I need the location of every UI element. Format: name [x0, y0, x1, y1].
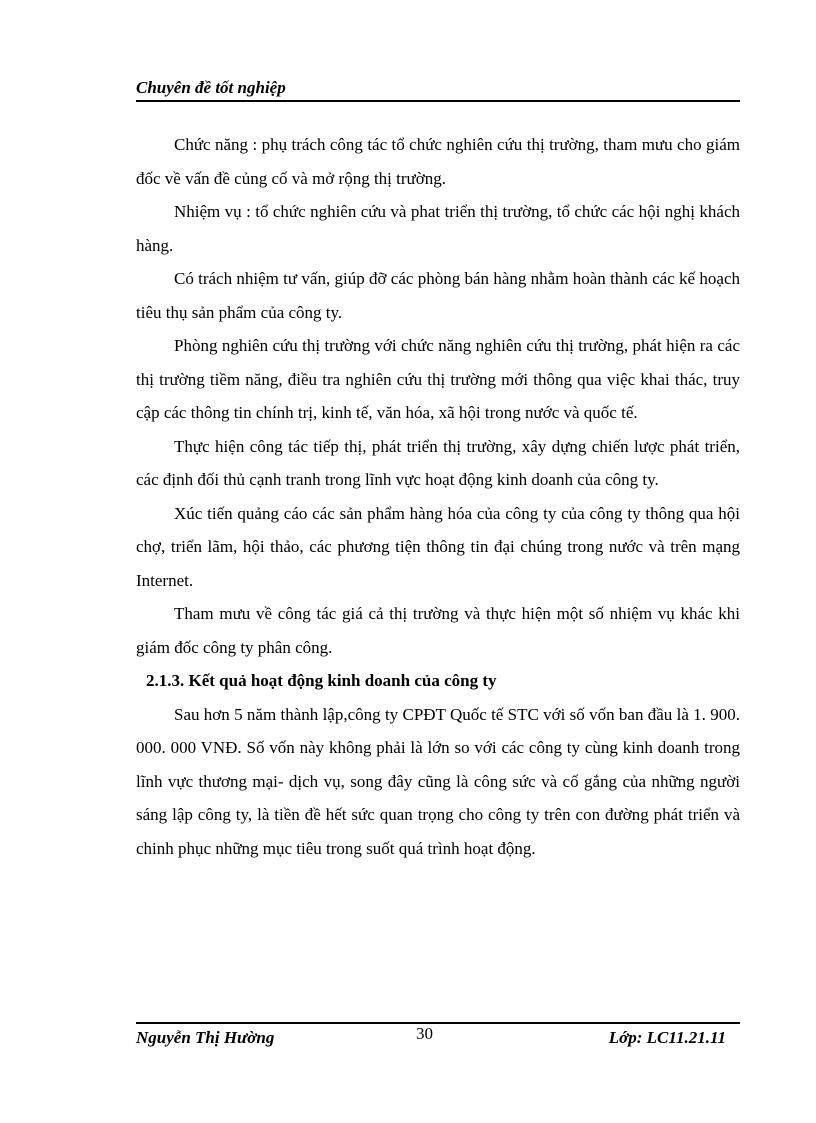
paragraph-business-results: Sau hơn 5 năm thành lập,công ty CPĐT Quốc tế STC với số vốn ban đầu là 1. 900. 000. 000 VNĐ. Số vốn này không phải là lớn so với các công ty cùng kinh doanh trong lĩnh vực thương mại- dịch vụ, song đây cũng là công sức và cố gắng của những người sáng lập công ty, là tiền đề hết sức quan trọng cho công ty trên con đường phát triển và chinh phục những mục tiêu trong suốt quá trình hoạt động. [136, 704, 740, 858]
paragraph-promotion: Xúc tiến quảng cáo các sản phẩm hàng hóa của công ty của công ty thông qua hội chợ, triển lãm, hội thảo, các phương tiện thông tin đại chúng trong nước và trên mạng Internet. [136, 503, 740, 590]
paragraph-function: Chức năng : phụ trách công tác tổ chức nghiên cứu thị trường, tham mưu cho giám đốc về vấn đề củng cố và mở rộng thị trường. [136, 135, 740, 188]
page-header [136, 78, 740, 102]
document-body [136, 128, 740, 865]
header-title: Chuyên đề tốt nghiệp [136, 78, 286, 97]
page-number: 30 [416, 1024, 433, 1043]
paragraph-marketing: Thực hiện công tác tiếp thị, phát triển thị trường, xây dựng chiến lược phát triển, các định đối thủ cạnh tranh trong lĩnh vực hoạt động kinh doanh của công ty. [136, 436, 740, 489]
footer-author: Nguyễn Thị Hường [136, 1028, 275, 1047]
section-heading: 2.1.3. Kết quả hoạt động kinh doanh của công ty [146, 671, 497, 690]
page-footer [136, 1022, 740, 1054]
paragraph-market-research: Phòng nghiên cứu thị trường với chức năng nghiên cứu thị trường, phát hiện ra các thị trường tiềm năng, điều tra nghiên cứu thị trường mới thông qua việc khai thác, truy cập các thông tin chính trị, kinh tế, văn hóa, xã hội trong nước và quốc tế. [136, 336, 740, 422]
paragraph-duty: Nhiệm vụ : tổ chức nghiên cứu và phat triển thị trường, tổ chức các hội nghị khách hàng. [136, 202, 740, 255]
paragraph-responsibility: Có trách nhiệm tư vấn, giúp đỡ các phòng bán hàng nhằm hoàn thành các kế hoạch tiêu thụ sản phẩm của công ty. [136, 269, 740, 322]
paragraph-advisory: Tham mưu về công tác giá cả thị trường và thực hiện một số nhiệm vụ khác khi giám đốc công ty phân công. [136, 604, 740, 657]
footer-class-label: Lớp: LC11.21.11 [608, 1028, 726, 1047]
